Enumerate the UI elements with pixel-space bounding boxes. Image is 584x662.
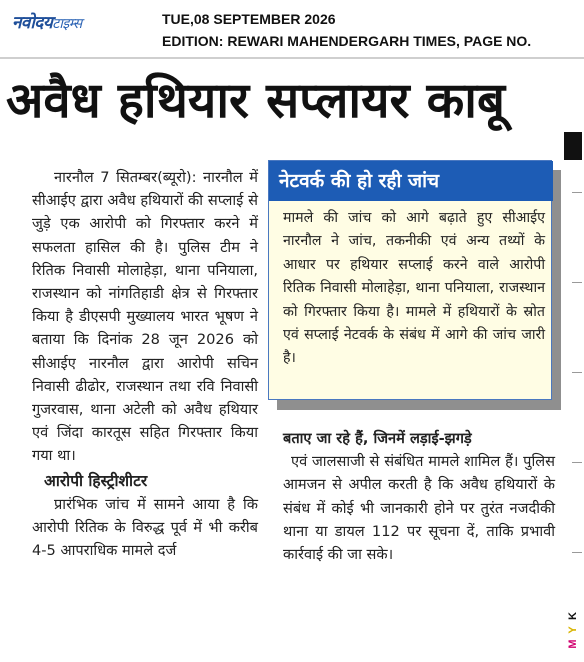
highlight-box	[268, 160, 558, 408]
cmyk-letter-m: M	[567, 639, 579, 649]
header-divider	[0, 57, 584, 59]
right-paragraph: एवं जालसाजी से संबंधित मामले शामिल हैं। पुलिस आमजन से अपील करती है कि अवैध हथियारों के संबंध में कोई भी जानकारी होने पर तुरंत नजदीकी थाना या डायल 112 पर सूचना दें, ताकि प्रभावी कार्रवाई की जा सके।	[283, 453, 555, 564]
cmyk-letter-k: K	[567, 612, 579, 620]
left-paragraph-2: प्रारंभिक जांच में सामने आया है कि आरोपी रितिक के विरुद्ध पूर्व में भी करीब 4-5 आपराधिक मामले दर्ज	[32, 495, 258, 560]
cmyk-letter-y: Y	[567, 626, 579, 634]
box-text: मामले की जांच को आगे बढ़ाते हुए सीआईए नारनौल ने जांच, तकनीकी एवं अन्य तथ्यों के आधार पर हथियार सप्लाई करने वाले आरोपी रितिक निवासी मोलाहेड़ा, थाना पनियाला, राजस्थान को गिरफ्तार किया है। मामले में हथियारों के स्रोत एवं सप्लाई नेटवर्क के संबंध में आगे की जांच जारी है।	[283, 210, 545, 367]
left-column	[32, 166, 258, 562]
page-edge-marks	[564, 132, 582, 662]
edge-black-bar	[564, 132, 582, 160]
cmyk-registration-mark	[565, 610, 581, 662]
box-title: नेटवर्क की हो रही जांच	[269, 161, 553, 201]
edge-tick	[572, 462, 582, 463]
page-header	[0, 0, 584, 58]
logo-sub: टाइम्स	[52, 16, 82, 32]
edition-meta	[162, 8, 531, 52]
logo-main: नवोदय	[12, 13, 53, 33]
edge-tick	[572, 372, 582, 373]
newspaper-logo	[12, 10, 82, 33]
edge-tick	[572, 282, 582, 283]
subheading: आरोपी हिस्ट्रीशीटर	[44, 471, 148, 490]
box-panel	[268, 160, 552, 400]
edge-tick	[572, 552, 582, 553]
article-headline: अवैध हथियार सप्लायर काबू	[6, 72, 505, 129]
date-line: TUE,08 SEPTEMBER 2026	[162, 11, 336, 27]
edition-line: EDITION: REWARI MAHENDERGARH TIMES, PAGE NO.	[162, 33, 532, 49]
right-column	[283, 427, 555, 566]
right-lead-line: बताए जा रहे हैं, जिनमें लड़ाई-झगड़े	[283, 430, 472, 447]
edge-tick	[572, 192, 582, 193]
left-paragraph-1: नारनौल 7 सितम्बर(ब्यूरो): नारनौल में सीआईए द्वारा अवैध हथियारों की सप्लाई से जुड़े एक आरोपी को गिरफ्तार करने में सफलता हासिल की है। पुलिस टीम ने रितिक निवासी मोलाहेड़ा, थाना पनियाला, राजस्थान को नांगतिहाडी क्षेत्र से गिरफ्तार किया है डीएसपी मुख्यालय भारत भूषण ने बताया कि दिनांक 28 जून 2026 को सीआईए नारनौल द्वारा आरोपी सचिन निवासी ढीढोर, राजस्थान तथा रवि निवासी गुजरवास, थाना अटेली को अवैध हथियार एवं जिंदा कारतूस सहित गिरफ्तार किया गया था।	[32, 169, 258, 465]
